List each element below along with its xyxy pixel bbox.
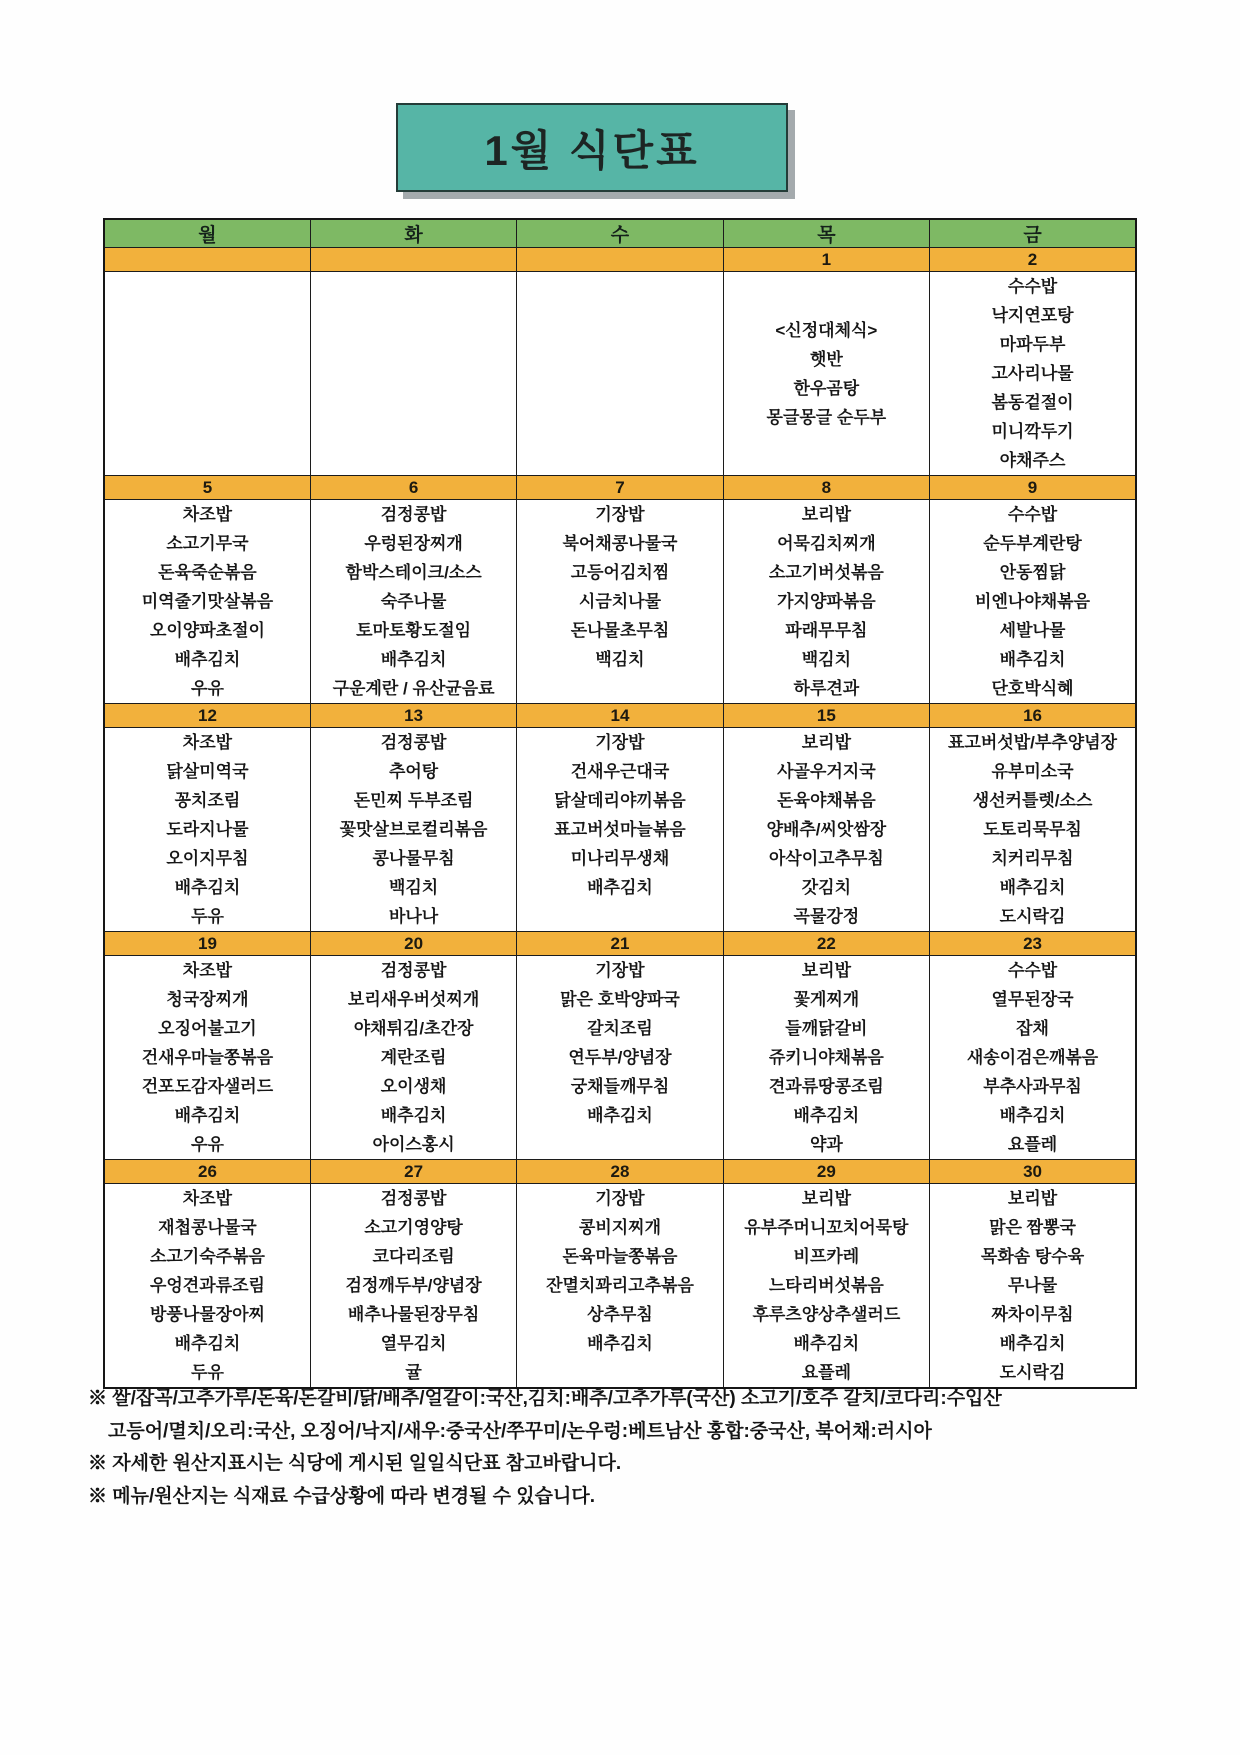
date-cell: 5	[104, 476, 310, 500]
menu-item: 배추나물된장무침	[347, 1305, 480, 1324]
menu-item: 배추김치	[999, 650, 1066, 669]
menu-cell	[930, 500, 1136, 704]
menu-item: 코다리조림	[372, 1247, 455, 1266]
menu-item: 기장밥	[595, 505, 645, 524]
date-row	[104, 932, 1136, 956]
day-header-cell: 수	[517, 219, 723, 248]
menu-item: 토마토황도절임	[356, 621, 472, 640]
menu-item: 약과	[809, 1135, 843, 1154]
menu-item: 표고버섯마늘볶음	[554, 820, 686, 839]
menu-item: 순두부계란탕	[983, 534, 1082, 553]
menu-item: 두유	[191, 907, 224, 926]
menu-item: 수수밥	[1007, 277, 1058, 296]
menu-item: 짜차이무침	[991, 1305, 1074, 1324]
menu-item: 햇반	[809, 349, 843, 369]
menu-item: 돈육죽순볶음	[158, 563, 257, 582]
menu-item: 꽃게찌개	[793, 990, 860, 1009]
menu-cell	[104, 272, 310, 476]
menu-item: 미역줄기맛살볶음	[141, 592, 274, 611]
menu-item: 차조밥	[182, 1189, 233, 1208]
menu-item: 갈치조림	[587, 1019, 653, 1038]
menu-item: 돈민찌 두부조림	[353, 791, 474, 810]
menu-item: 맑은 짬뽕국	[989, 1218, 1076, 1237]
date-cell: 14	[517, 704, 723, 728]
menu-item: 꽃맛살브로컬리볶음	[339, 820, 488, 839]
menu-item: 기장밥	[595, 1189, 645, 1208]
date-cell	[517, 248, 723, 272]
menu-item: 잡채	[1016, 1019, 1049, 1038]
menu-item: 봄동겉절이	[991, 393, 1074, 412]
menu-item: 미나리무생채	[570, 849, 670, 868]
menu-item: 차조밥	[182, 505, 233, 524]
menu-item: 느타리버섯볶음	[768, 1276, 884, 1295]
date-cell: 15	[723, 704, 929, 728]
menu-item: 연두부/양념장	[568, 1048, 672, 1067]
menu-item: 생선커틀렛/소스	[972, 791, 1093, 810]
menu-item: 꽁치조림	[174, 791, 241, 810]
menu-item: 백김치	[388, 878, 439, 897]
menu-item: 콩비지찌개	[578, 1218, 662, 1237]
menu-item: 한우곰탕	[793, 378, 860, 398]
menu-item: 돈육야채볶음	[777, 791, 876, 810]
menu-item: 어묵김치찌개	[777, 534, 876, 553]
page-title: 1월 식단표	[484, 126, 700, 174]
date-cell: 21	[517, 932, 723, 956]
menu-item: 고등어김치찜	[570, 563, 670, 582]
menu-item: 배추김치	[793, 1106, 860, 1125]
menu-item: 백김치	[801, 650, 851, 669]
day-header-cell: 목	[723, 219, 929, 248]
menu-cell	[104, 956, 310, 1160]
day-header-cell: 화	[310, 219, 516, 248]
menu-item: 배추김치	[380, 1106, 447, 1125]
menu-item: 오이생채	[380, 1077, 447, 1096]
menu-cell	[310, 1184, 516, 1389]
menu-item: 배추김치	[174, 878, 241, 897]
menu-item: 추어탕	[388, 762, 439, 781]
footnote-line: ※ 메뉴/원산지는 식재료 수급상황에 따라 변경될 수 있습니다.	[88, 1485, 596, 1507]
menu-item: 치커리무침	[991, 849, 1074, 868]
date-cell: 19	[104, 932, 310, 956]
menu-cell	[310, 956, 516, 1160]
menu-item: 콩나물무침	[372, 849, 455, 868]
date-cell: 2	[930, 248, 1136, 272]
day-header-cell: 금	[930, 219, 1136, 248]
menu-cell	[930, 272, 1136, 476]
menu-item: 배추김치	[174, 1334, 241, 1353]
date-cell: 28	[517, 1160, 723, 1184]
menu-cell	[104, 728, 310, 932]
menu-item: 배추김치	[999, 1334, 1066, 1353]
day-header-row	[104, 219, 1136, 248]
menu-item: 새송이검은깨볶음	[966, 1048, 1099, 1067]
menu-item: 쥬키니야채볶음	[768, 1048, 884, 1067]
menu-item: 차조밥	[182, 733, 233, 752]
menu-item: 기장밥	[595, 961, 645, 980]
menu-item: 청국장찌개	[166, 990, 249, 1009]
date-cell: 20	[310, 932, 516, 956]
date-row	[104, 704, 1136, 728]
menu-item: 도라지나물	[166, 820, 249, 839]
date-cell: 27	[310, 1160, 516, 1184]
menu-item: 양배추/씨앗쌈장	[766, 820, 887, 839]
menu-item: 아이스홍시	[372, 1135, 455, 1154]
menu-cell	[517, 956, 723, 1160]
menu-item: 도시락김	[999, 907, 1066, 926]
day-header-cell: 월	[104, 219, 310, 248]
menu-item: 단호박식혜	[991, 679, 1074, 698]
menu-item: 보리밥	[1007, 1189, 1058, 1208]
menu-item: 요플레	[801, 1363, 851, 1382]
menu-cell	[104, 500, 310, 704]
menu-item: 배추김치	[174, 650, 241, 669]
date-cell: 7	[517, 476, 723, 500]
menu-cell	[723, 956, 929, 1160]
menu-item: 세발나물	[999, 621, 1066, 640]
date-cell: 26	[104, 1160, 310, 1184]
menu-item: 오이양파초절이	[149, 621, 265, 640]
date-row	[104, 476, 1136, 500]
menu-item: 잔멸치꽈리고추볶음	[546, 1276, 694, 1295]
title-box	[396, 103, 788, 192]
menu-item: 귤	[405, 1363, 422, 1382]
menu-item: 보리새우버섯찌개	[347, 990, 480, 1009]
menu-item: 방풍나물장아찌	[149, 1305, 265, 1324]
menu-item: 파래무무침	[785, 621, 868, 640]
date-cell: 8	[723, 476, 929, 500]
menu-item: 우렁된장찌개	[364, 534, 463, 553]
menu-item: 보리밥	[801, 505, 851, 524]
menu-item: 비엔나야채볶음	[975, 592, 1091, 611]
menu-item: 닭살미역국	[166, 762, 249, 781]
menu-item: 도시락김	[999, 1363, 1066, 1382]
menu-item: 야채주스	[999, 451, 1066, 470]
menu-item: 재첩콩나물국	[158, 1218, 257, 1237]
menu-cell	[517, 272, 723, 476]
footnote-line: ※ 자세한 원산지표시는 식당에 게시된 일일식단표 참고바랍니다.	[88, 1453, 622, 1474]
menu-item: 바나나	[388, 907, 439, 926]
menu-item: 보리밥	[801, 733, 851, 752]
menu-item: 계란조림	[380, 1048, 447, 1067]
menu-item: 차조밥	[182, 961, 233, 980]
menu-item: 미니깍두기	[991, 422, 1074, 441]
menu-item: 수수밥	[1007, 961, 1058, 980]
menu-cell	[310, 272, 516, 476]
menu-item: 보리밥	[801, 961, 851, 980]
menu-item: 무나물	[1007, 1276, 1058, 1295]
date-cell: 23	[930, 932, 1136, 956]
menu-item: 견과류땅콩조림	[768, 1077, 884, 1096]
footnotes	[88, 1383, 1198, 1513]
menu-item: 목화솜 탕수육	[980, 1247, 1085, 1266]
menu-row	[104, 272, 1136, 476]
menu-item: 배추김치	[587, 878, 653, 897]
menu-item: 표고버섯밥/부추양념장	[948, 733, 1117, 752]
date-cell: 16	[930, 704, 1136, 728]
menu-item: 도토리묵무침	[983, 820, 1082, 839]
date-cell	[310, 248, 516, 272]
menu-item: 배추김치	[793, 1334, 860, 1353]
menu-item: 보리밥	[801, 1189, 851, 1208]
footnote-line: 고등어/멸치/오리:국산, 오징어/낙지/새우:중국산/쭈꾸미/논우렁:베트남산 홍합:중국산, 북어채:러시아	[108, 1420, 932, 1442]
menu-item: 건새우근대국	[570, 762, 670, 781]
menu-item: 낙지연포탕	[991, 306, 1074, 325]
menu-item: 배추김치	[587, 1106, 653, 1125]
menu-item: 갓김치	[801, 878, 851, 897]
date-cell	[104, 248, 310, 272]
menu-cell	[723, 728, 929, 932]
menu-item: 소고기무국	[166, 534, 249, 553]
date-cell: 22	[723, 932, 929, 956]
menu-item: 건새우마늘쫑볶음	[141, 1048, 274, 1067]
menu-item: 가지양파볶음	[777, 592, 876, 611]
menu-item: 유부주머니꼬치어묵탕	[744, 1218, 909, 1237]
menu-item: 궁채들깨무침	[570, 1077, 670, 1096]
menu-item: 오징어불고기	[158, 1019, 257, 1038]
menu-item: 안동찜닭	[999, 563, 1066, 582]
menu-cell	[310, 728, 516, 932]
menu-item: 검정깨두부/양념장	[345, 1276, 482, 1295]
menu-item: 열무김치	[380, 1334, 447, 1353]
menu-row	[104, 956, 1136, 1160]
menu-item: 우유	[191, 679, 224, 698]
menu-table-body	[104, 248, 1136, 1389]
menu-cell	[310, 500, 516, 704]
menu-item: 소고기숙주볶음	[149, 1247, 265, 1266]
menu-cell	[930, 728, 1136, 932]
menu-item: 오이지무침	[166, 849, 249, 868]
menu-cell	[104, 1184, 310, 1389]
menu-item: <신정대체식>	[775, 320, 878, 340]
menu-item: 마파두부	[999, 335, 1066, 354]
menu-item: 소고기버섯볶음	[768, 563, 884, 582]
menu-item: 고사리나물	[991, 364, 1074, 383]
menu-cell	[517, 1184, 723, 1389]
menu-item: 비프카레	[793, 1247, 860, 1266]
menu-item: 하루견과	[793, 679, 860, 698]
menu-item: 배추김치	[587, 1334, 653, 1353]
menu-item: 배추김치	[174, 1106, 241, 1125]
meal-plan-table	[103, 218, 1137, 1389]
date-row	[104, 1160, 1136, 1184]
menu-item: 구운계란 / 유산균음료	[332, 679, 495, 698]
menu-item: 배추김치	[999, 878, 1066, 897]
menu-item: 함박스테이크/소스	[345, 563, 482, 582]
menu-item: 후루츠양상추샐러드	[752, 1305, 901, 1324]
menu-item: 소고기영양탕	[364, 1218, 463, 1237]
footnote-line: ※ 쌀/잡곡/고추가루/돈육/돈갈비/닭/배추/얼갈이:국산,김치:배추/고추가루(국산) 소고기/호주 갈치/코다리:수입산	[88, 1388, 1002, 1409]
menu-item: 요플레	[1007, 1135, 1058, 1154]
menu-item: 몽글몽글 순두부	[766, 407, 887, 427]
date-cell: 6	[310, 476, 516, 500]
menu-item: 부추사과무침	[983, 1077, 1082, 1096]
menu-cell	[723, 500, 929, 704]
menu-row	[104, 500, 1136, 704]
menu-item: 건포도감자샐러드	[141, 1077, 274, 1096]
menu-item: 두유	[191, 1363, 224, 1382]
menu-item: 북어채콩나물국	[562, 534, 678, 553]
menu-cell	[517, 728, 723, 932]
menu-item: 검정콩밥	[380, 961, 447, 980]
menu-item: 돈나물초무침	[570, 621, 670, 640]
menu-item: 검정콩밥	[380, 1189, 447, 1208]
menu-row	[104, 728, 1136, 932]
menu-cell	[723, 272, 929, 476]
date-cell: 1	[723, 248, 929, 272]
date-cell: 9	[930, 476, 1136, 500]
menu-item: 들깨닭갈비	[785, 1019, 868, 1038]
menu-item: 닭살데리야끼볶음	[554, 791, 686, 810]
date-cell: 13	[310, 704, 516, 728]
menu-item: 시금치나물	[578, 592, 662, 611]
menu-item: 숙주나물	[380, 592, 447, 611]
menu-item: 곡물강정	[793, 907, 860, 926]
menu-cell	[517, 500, 723, 704]
menu-item: 우유	[191, 1135, 224, 1154]
menu-item: 수수밥	[1007, 505, 1058, 524]
menu-item: 돈육마늘쫑볶음	[562, 1247, 678, 1266]
menu-item: 사골우거지국	[777, 762, 876, 781]
menu-item: 검정콩밥	[380, 505, 447, 524]
date-cell: 30	[930, 1160, 1136, 1184]
date-cell: 29	[723, 1160, 929, 1184]
menu-item: 유부미소국	[991, 762, 1074, 781]
menu-item: 상추무침	[587, 1305, 653, 1324]
date-cell: 12	[104, 704, 310, 728]
menu-cell	[723, 1184, 929, 1389]
menu-item: 열무된장국	[991, 990, 1074, 1009]
menu-item: 맑은 호박양파국	[560, 990, 680, 1009]
menu-row	[104, 1184, 1136, 1389]
menu-item: 백김치	[595, 650, 645, 669]
menu-item: 기장밥	[595, 733, 645, 752]
menu-item: 검정콩밥	[380, 733, 447, 752]
menu-item: 배추김치	[380, 650, 447, 669]
date-row	[104, 248, 1136, 272]
menu-item: 아삭이고추무침	[768, 849, 884, 868]
menu-cell	[930, 956, 1136, 1160]
menu-item: 배추김치	[999, 1106, 1066, 1125]
menu-item: 야채튀김/초간장	[353, 1019, 474, 1038]
menu-cell	[930, 1184, 1136, 1389]
menu-item: 우엉견과류조림	[149, 1276, 265, 1295]
